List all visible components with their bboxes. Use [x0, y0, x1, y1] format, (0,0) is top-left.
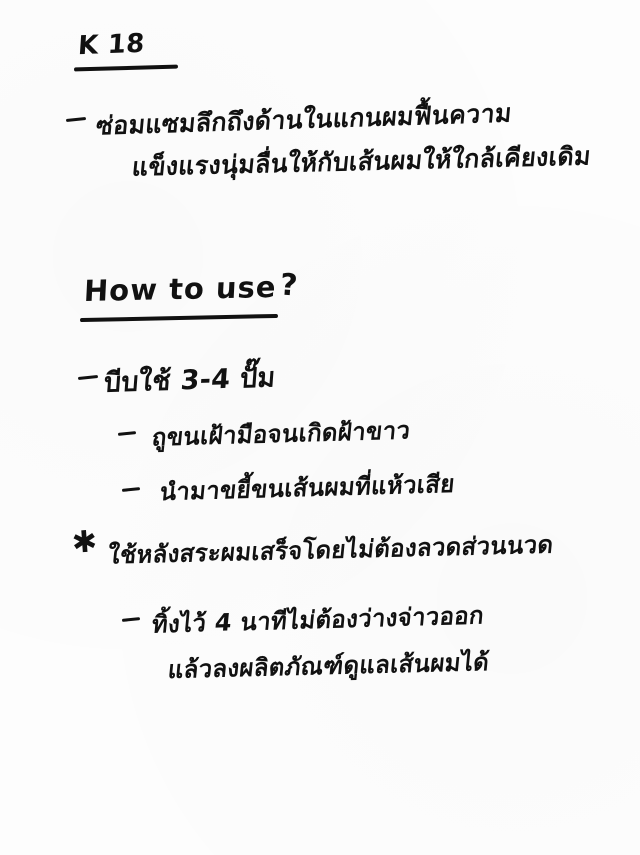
title-underline [74, 65, 178, 72]
how-to-use-heading: How to use [83, 269, 278, 309]
bullet-dash-step-1 [78, 375, 98, 380]
step-3-text: นำมาขยี้ขนเส้นผมที่แห้วเสีย [158, 469, 457, 507]
step-2-text: ถูขนเฝ้ามือจนเกิดฝ้าขาว [150, 416, 412, 452]
page-title: K 18 [77, 28, 146, 62]
bullet-dash-description [66, 117, 86, 122]
bullet-dash-step-4 [122, 617, 140, 622]
step-1-text: บีบใช้ 3-4 ปั๊ม [102, 362, 277, 399]
how-to-use-underline [80, 314, 278, 322]
bullet-dash-step-2 [118, 431, 136, 436]
step-4-continuation-text: แล้วลงผลิตภัณฑ์ดูแลเส้นผมได้ [166, 648, 491, 684]
question-mark: ? [278, 267, 299, 304]
step-4-text: ทิ้งไว้ 4 นาทีไม่ต้องว่างจ่าวออก [150, 601, 486, 639]
asterisk-icon: ✱ [70, 524, 99, 561]
star-note-text: ใช้หลังสระผมเสร็จโดยไม่ต้องลวดส่วนนวด [106, 530, 555, 570]
bullet-dash-step-3 [122, 487, 140, 492]
description-line-1: ซ่อมแซมลึกถึงด้านในแกนผมฟื้นความ [94, 98, 514, 141]
description-line-2: แข็งแรงนุ่มลื่นให้กับเส้นผมให้ใกล้เคียงเดิม [130, 141, 593, 182]
